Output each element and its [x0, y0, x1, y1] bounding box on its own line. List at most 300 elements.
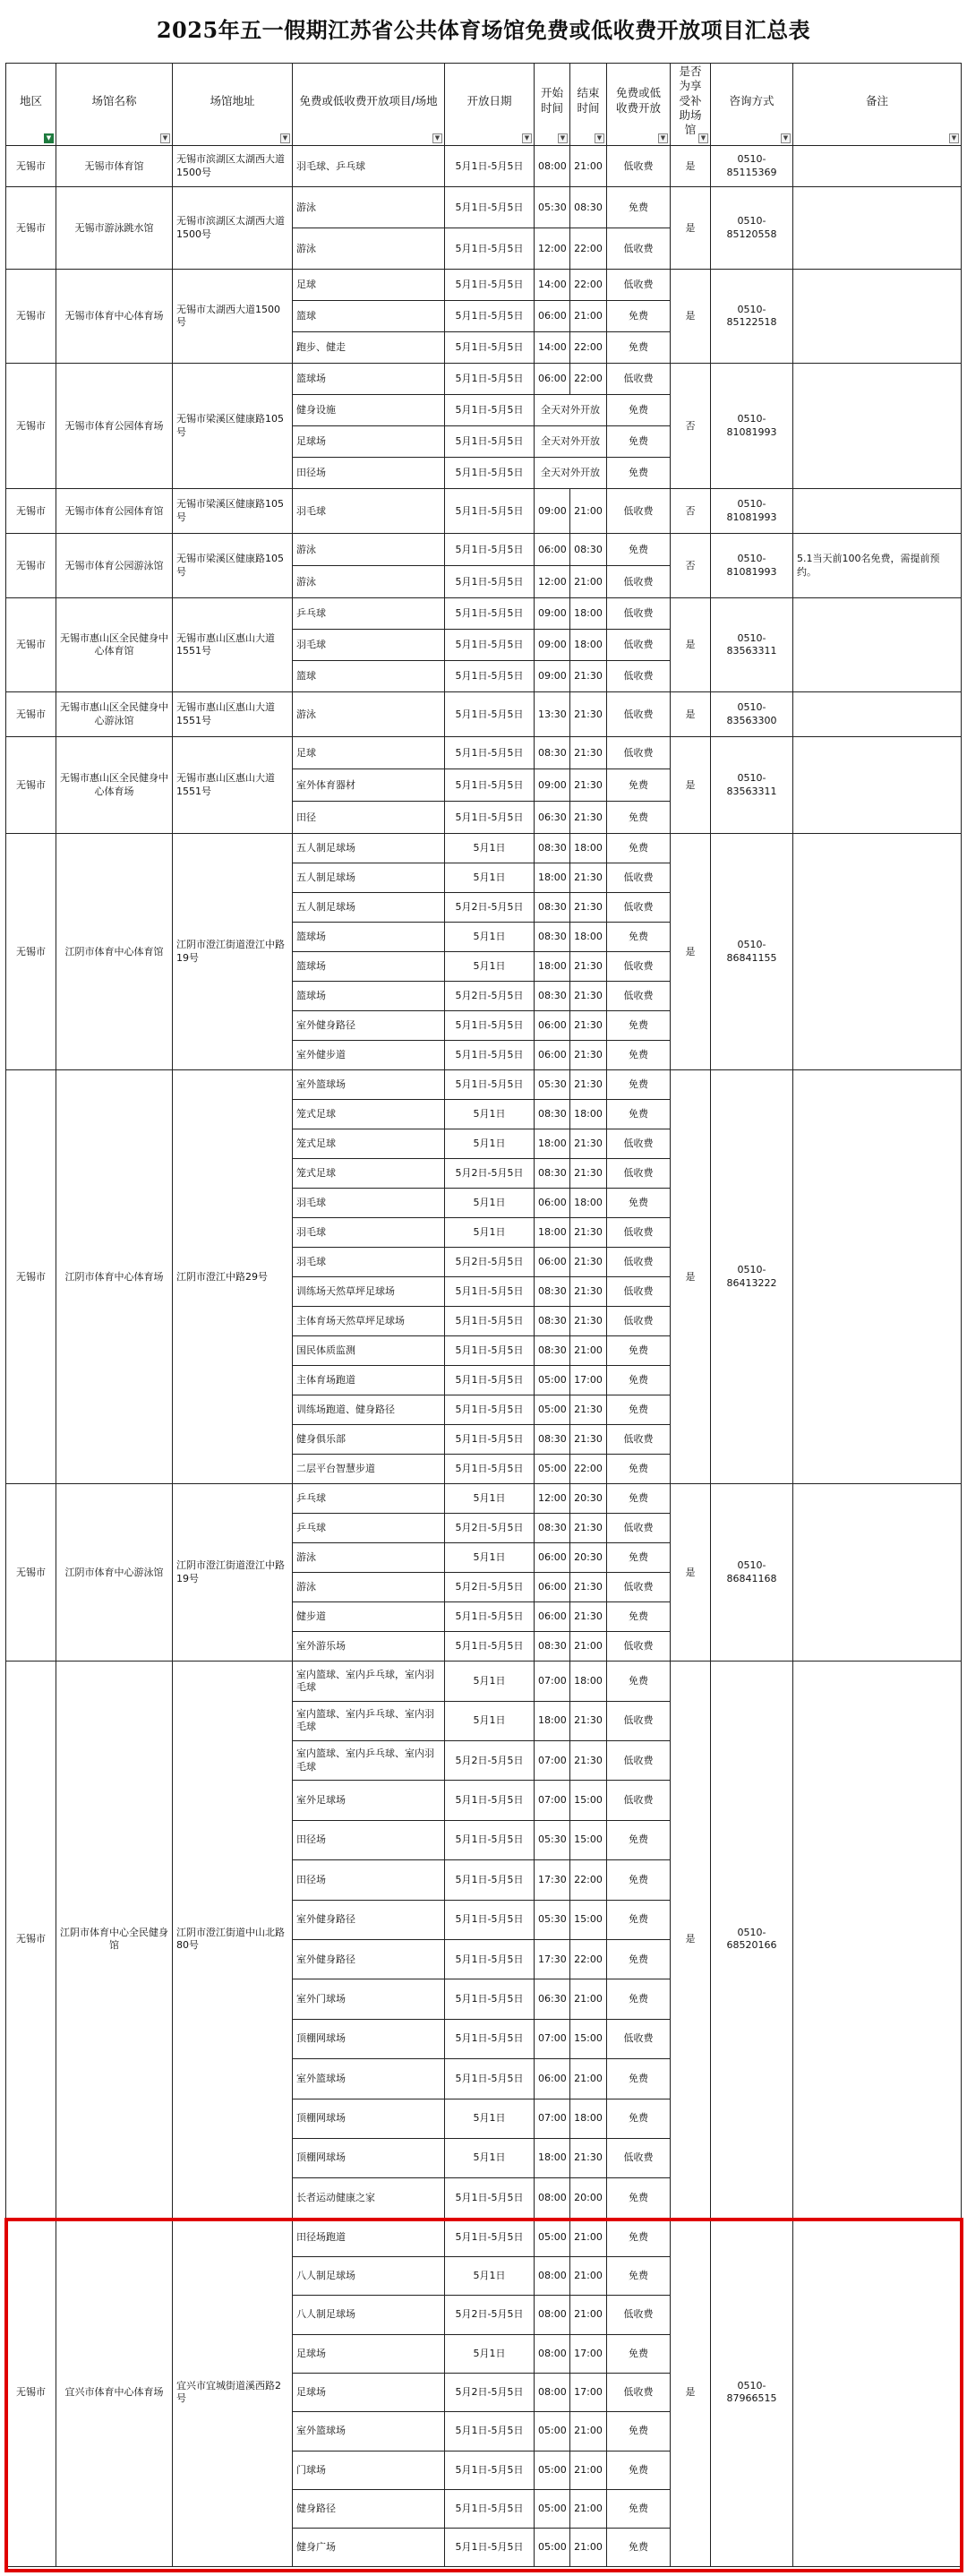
start-time-cell: 08:30: [535, 1336, 570, 1366]
project-cell: 足球场: [293, 426, 445, 458]
end-time-cell: 21:00: [570, 301, 607, 332]
start-time-cell: 08:30: [535, 1100, 570, 1129]
region-cell: 无锡市: [6, 737, 56, 834]
fee-cell: 低收费: [607, 1218, 671, 1248]
phone-cell: 0510-85120558: [711, 187, 793, 270]
address-cell: 江阴市澄江街道澄江中路19号: [173, 1484, 293, 1662]
fee-cell: 低收费: [607, 598, 671, 630]
fee-cell: 低收费: [607, 146, 671, 187]
end-time-cell: 21:00: [570, 2257, 607, 2296]
project-cell: 室内篮球、室内乒乓球、室内羽毛球: [293, 1741, 445, 1781]
subsidy-cell: 是: [671, 2218, 711, 2567]
address-cell: 无锡市梁溪区健康路105号: [173, 364, 293, 489]
project-cell: 室外门球场: [293, 1979, 445, 2019]
venue-name-cell: 无锡市体育公园体育馆: [56, 489, 173, 534]
end-time-cell: 22:00: [570, 1455, 607, 1484]
date-cell: 5月1日-5月5日: [445, 1781, 535, 1820]
project-cell: 八人制足球场: [293, 2296, 445, 2334]
region-cell: 无锡市: [6, 2218, 56, 2567]
date-cell: 5月1日-5月5日: [445, 489, 535, 534]
fee-cell: 免费: [607, 2489, 671, 2528]
end-time-cell: 18:00: [570, 598, 607, 630]
date-cell: 5月1日: [445, 2257, 535, 2296]
fee-cell: 低收费: [607, 2296, 671, 2334]
start-time-cell: 08:30: [535, 1514, 570, 1543]
subsidy-cell: 是: [671, 1070, 711, 1484]
filter-icon[interactable]: ▼: [44, 133, 54, 143]
fee-cell: 免费: [607, 2412, 671, 2451]
venue-name-cell: 无锡市惠山区全民健身中心游泳馆: [56, 692, 173, 737]
project-cell: 游泳: [293, 187, 445, 228]
start-time-cell: 07:00: [535, 1741, 570, 1781]
date-cell: 5月1日-5月5日: [445, 1602, 535, 1632]
end-time-cell: 21:30: [570, 692, 607, 737]
dropdown-icon[interactable]: ▼: [558, 133, 568, 143]
start-time-cell: 05:00: [535, 2412, 570, 2451]
project-cell: 顶棚网球场: [293, 2099, 445, 2138]
fee-cell: 低收费: [607, 566, 671, 598]
project-cell: 主体育场跑道: [293, 1366, 445, 1395]
date-cell: 5月1日-5月5日: [445, 2059, 535, 2099]
fee-cell: 免费: [607, 1860, 671, 1900]
start-time-cell: 08:00: [535, 2178, 570, 2218]
start-time-cell: 06:00: [535, 1573, 570, 1602]
date-cell: 5月1日-5月5日: [445, 1041, 535, 1070]
end-time-cell: 21:00: [570, 2059, 607, 2099]
date-cell: 5月1日-5月5日: [445, 2451, 535, 2489]
start-time-cell: 09:00: [535, 489, 570, 534]
start-time-cell: 12:00: [535, 566, 570, 598]
subsidy-cell: 否: [671, 489, 711, 534]
table-row: [6, 1070, 962, 1100]
fee-cell: 免费: [607, 2451, 671, 2489]
project-cell: 健身俱乐部: [293, 1425, 445, 1455]
date-cell: 5月1日-5月5日: [445, 598, 535, 630]
date-cell: 5月1日-5月5日: [445, 228, 535, 270]
project-cell: 主体育场天然草坪足球场: [293, 1307, 445, 1336]
fee-cell: 低收费: [607, 952, 671, 982]
fee-cell: 免费: [607, 1979, 671, 2019]
start-time-cell: 08:00: [535, 2296, 570, 2334]
table-row: [6, 187, 962, 228]
start-time-cell: 08:00: [535, 146, 570, 187]
project-cell: 门球场: [293, 2451, 445, 2489]
project-cell: 训练场跑道、健身路径: [293, 1395, 445, 1425]
start-time-cell: 06:30: [535, 802, 570, 834]
start-time-cell: 08:00: [535, 2334, 570, 2373]
fee-cell: 低收费: [607, 270, 671, 301]
fee-cell: 免费: [607, 395, 671, 426]
subsidy-cell: 是: [671, 598, 711, 692]
fee-cell: 低收费: [607, 982, 671, 1011]
date-cell: 5月1日: [445, 1189, 535, 1218]
document-title: 2025年五一假期江苏省公共体育场馆免费或低收费开放项目汇总表: [156, 17, 811, 43]
table-row: [6, 598, 962, 630]
fee-cell: 免费: [607, 1900, 671, 1939]
phone-cell: 0510-68520166: [711, 1662, 793, 2218]
table-row: [6, 692, 962, 737]
project-cell: 顶棚网球场: [293, 2138, 445, 2177]
phone-cell: 0510-81081993: [711, 489, 793, 534]
region-cell: 无锡市: [6, 187, 56, 270]
project-cell: 健身设施: [293, 395, 445, 426]
project-cell: 羽毛球: [293, 489, 445, 534]
note-cell: [793, 1484, 962, 1662]
region-cell: 无锡市: [6, 1662, 56, 2218]
fee-cell: 低收费: [607, 1781, 671, 1820]
start-time-cell: 05:00: [535, 1455, 570, 1484]
start-time-cell: 06:00: [535, 1602, 570, 1632]
fee-cell: 低收费: [607, 2138, 671, 2177]
fee-cell: 低收费: [607, 1425, 671, 1455]
start-time-cell: 05:30: [535, 1820, 570, 1859]
venue-name-cell: 无锡市体育中心体育场: [56, 270, 173, 364]
project-cell: 室外足球场: [293, 1781, 445, 1820]
end-time-cell: 20:30: [570, 1543, 607, 1573]
end-time-cell: 21:00: [570, 2451, 607, 2489]
date-cell: 5月1日: [445, 1543, 535, 1573]
start-time-cell: 07:00: [535, 2099, 570, 2138]
start-time-cell: 08:00: [535, 2257, 570, 2296]
phone-cell: 0510-86841155: [711, 834, 793, 1070]
end-time-cell: 20:30: [570, 1484, 607, 1514]
dropdown-icon[interactable]: ▼: [432, 133, 442, 143]
start-time-cell: 06:00: [535, 534, 570, 566]
start-time-cell: 18:00: [535, 1701, 570, 1740]
project-cell: 羽毛球: [293, 1248, 445, 1277]
fee-cell: 免费: [607, 1939, 671, 1979]
date-cell: 5月1日-5月5日: [445, 566, 535, 598]
fee-cell: 低收费: [607, 489, 671, 534]
project-cell: 游泳: [293, 1543, 445, 1573]
end-time-cell: 17:00: [570, 1366, 607, 1395]
project-cell: 篮球: [293, 301, 445, 332]
start-time-cell: 18:00: [535, 863, 570, 893]
fee-cell: 低收费: [607, 863, 671, 893]
fee-cell: 免费: [607, 2059, 671, 2099]
table-row: [6, 737, 962, 769]
end-time-cell: 21:30: [570, 1129, 607, 1159]
project-cell: 乒乓球: [293, 598, 445, 630]
venue-name-cell: 宜兴市体育中心体育场: [56, 2218, 173, 2567]
start-time-cell: 18:00: [535, 952, 570, 982]
project-cell: 室内篮球、室内乒乓球、室内羽毛球: [293, 1701, 445, 1740]
end-time-cell: 21:30: [570, 952, 607, 982]
end-time-cell: 22:00: [570, 364, 607, 395]
project-cell: 笼式足球: [293, 1100, 445, 1129]
date-cell: 5月1日-5月5日: [445, 2019, 535, 2058]
header-note: 备注 ▼: [793, 64, 962, 146]
table-row: [6, 1662, 962, 1701]
start-time-cell: 06:00: [535, 1543, 570, 1573]
phone-cell: 0510-83563311: [711, 737, 793, 834]
date-cell: 5月1日: [445, 1100, 535, 1129]
fee-cell: 免费: [607, 1484, 671, 1514]
fee-cell: 低收费: [607, 1129, 671, 1159]
fee-cell: 免费: [607, 769, 671, 802]
start-time-cell: 08:30: [535, 1307, 570, 1336]
note-cell: [793, 692, 962, 737]
venue-name-cell: 无锡市惠山区全民健身中心体育场: [56, 737, 173, 834]
date-cell: 5月2日-5月5日: [445, 2296, 535, 2334]
note-cell: [793, 364, 962, 489]
end-time-cell: 21:30: [570, 1218, 607, 1248]
end-time-cell: 08:30: [570, 534, 607, 566]
project-cell: 足球: [293, 737, 445, 769]
project-cell: 室外体育器材: [293, 769, 445, 802]
venue-name-cell: 江阴市体育中心全民健身馆: [56, 1662, 173, 2218]
region-cell: 无锡市: [6, 534, 56, 598]
header-subsidy: 是否为享受补助场馆 ▼: [671, 64, 711, 146]
start-time-cell: 06:00: [535, 301, 570, 332]
project-cell: 八人制足球场: [293, 2257, 445, 2296]
fee-cell: 免费: [607, 1662, 671, 1701]
start-time-cell: 18:00: [535, 1129, 570, 1159]
header-phone: 咨询方式 ▼: [711, 64, 793, 146]
start-time-cell: 08:30: [535, 893, 570, 923]
end-time-cell: 21:30: [570, 661, 607, 692]
date-cell: 5月1日-5月5日: [445, 1011, 535, 1041]
end-time-cell: 21:00: [570, 2296, 607, 2334]
project-cell: 室外健身路径: [293, 1011, 445, 1041]
end-time-cell: 22:00: [570, 1860, 607, 1900]
phone-cell: 0510-85122518: [711, 270, 793, 364]
end-time-cell: 22:00: [570, 332, 607, 364]
date-cell: 5月1日: [445, 834, 535, 863]
fee-cell: 低收费: [607, 1248, 671, 1277]
subsidy-cell: 是: [671, 146, 711, 187]
start-time-cell: 05:00: [535, 2218, 570, 2256]
end-time-cell: 21:30: [570, 802, 607, 834]
date-cell: 5月1日-5月5日: [445, 630, 535, 661]
date-cell: 5月1日-5月5日: [445, 426, 535, 458]
table-row: [6, 364, 962, 395]
date-cell: 5月1日-5月5日: [445, 301, 535, 332]
date-cell: 5月1日: [445, 1662, 535, 1701]
fee-cell: 免费: [607, 1820, 671, 1859]
start-time-cell: 05:30: [535, 187, 570, 228]
address-cell: 江阴市澄江中路29号: [173, 1070, 293, 1484]
fee-cell: 免费: [607, 834, 671, 863]
fee-cell: 低收费: [607, 1573, 671, 1602]
project-cell: 田径场跑道: [293, 2218, 445, 2256]
date-cell: 5月1日-5月5日: [445, 802, 535, 834]
date-cell: 5月1日-5月5日: [445, 1070, 535, 1100]
header-project: 免费或低收费开放项目/场地 ▼: [293, 64, 445, 146]
fee-cell: 免费: [607, 2218, 671, 2256]
project-cell: 羽毛球、乒乓球: [293, 146, 445, 187]
fee-cell: 免费: [607, 534, 671, 566]
phone-cell: 0510-83563300: [711, 692, 793, 737]
phone-cell: 0510-81081993: [711, 534, 793, 598]
fee-cell: 免费: [607, 1011, 671, 1041]
date-cell: 5月1日-5月5日: [445, 1366, 535, 1395]
end-time-cell: 21:00: [570, 2218, 607, 2256]
note-cell: [793, 146, 962, 187]
venue-name-cell: 无锡市体育公园体育场: [56, 364, 173, 489]
address-cell: 无锡市惠山区惠山大道1551号: [173, 692, 293, 737]
end-time-cell: 21:00: [570, 1336, 607, 1366]
project-cell: 篮球场: [293, 923, 445, 952]
fee-cell: 免费: [607, 2334, 671, 2373]
project-cell: 篮球: [293, 661, 445, 692]
project-cell: 篮球场: [293, 364, 445, 395]
start-time-cell: 09:00: [535, 769, 570, 802]
project-cell: 五人制足球场: [293, 863, 445, 893]
start-time-cell: 05:30: [535, 1900, 570, 1939]
project-cell: 室外健步道: [293, 1041, 445, 1070]
note-cell: 5.1当天前100名免费，需提前预约。: [793, 534, 962, 598]
dropdown-icon[interactable]: ▼: [658, 133, 668, 143]
note-cell: [793, 834, 962, 1070]
fee-cell: 低收费: [607, 1701, 671, 1740]
project-cell: 篮球场: [293, 982, 445, 1011]
project-cell: 跑步、健走: [293, 332, 445, 364]
fee-cell: 低收费: [607, 1307, 671, 1336]
project-cell: 健步道: [293, 1602, 445, 1632]
region-cell: 无锡市: [6, 489, 56, 534]
date-cell: 5月2日-5月5日: [445, 982, 535, 1011]
end-time-cell: 21:30: [570, 1741, 607, 1781]
date-cell: 5月1日: [445, 863, 535, 893]
project-cell: 田径场: [293, 1820, 445, 1859]
date-cell: 5月2日-5月5日: [445, 1514, 535, 1543]
table-row: [6, 1484, 962, 1514]
address-cell: 无锡市梁溪区健康路105号: [173, 489, 293, 534]
fee-cell: 低收费: [607, 364, 671, 395]
end-time-cell: 21:30: [570, 2138, 607, 2177]
project-cell: 田径场: [293, 458, 445, 489]
date-cell: 5月1日-5月5日: [445, 2489, 535, 2528]
date-cell: 5月1日-5月5日: [445, 1979, 535, 2019]
fee-cell: 免费: [607, 2257, 671, 2296]
subsidy-cell: 是: [671, 692, 711, 737]
project-cell: 羽毛球: [293, 630, 445, 661]
date-cell: 5月1日-5月5日: [445, 737, 535, 769]
time-cell: 全天对外开放: [535, 458, 607, 489]
dropdown-icon[interactable]: ▼: [698, 133, 708, 143]
start-time-cell: 05:00: [535, 2489, 570, 2528]
end-time-cell: 21:30: [570, 1277, 607, 1307]
start-time-cell: 06:00: [535, 1011, 570, 1041]
date-cell: 5月1日-5月5日: [445, 2412, 535, 2451]
end-time-cell: 21:30: [570, 1514, 607, 1543]
date-cell: 5月1日-5月5日: [445, 1900, 535, 1939]
end-time-cell: 08:30: [570, 187, 607, 228]
fee-cell: 免费: [607, 1366, 671, 1395]
end-time-cell: 21:00: [570, 146, 607, 187]
start-time-cell: 12:00: [535, 1484, 570, 1514]
phone-cell: 0510-85115369: [711, 146, 793, 187]
fee-cell: 低收费: [607, 1514, 671, 1543]
fee-cell: 免费: [607, 1336, 671, 1366]
project-cell: 足球: [293, 270, 445, 301]
date-cell: 5月1日: [445, 1218, 535, 1248]
table-row: [6, 146, 962, 187]
region-cell: 无锡市: [6, 1484, 56, 1662]
date-cell: 5月1日-5月5日: [445, 1860, 535, 1900]
project-cell: 室外健身路径: [293, 1939, 445, 1979]
venue-name-cell: 江阴市体育中心体育馆: [56, 834, 173, 1070]
end-time-cell: 17:00: [570, 2373, 607, 2411]
fee-cell: 免费: [607, 1189, 671, 1218]
end-time-cell: 21:30: [570, 769, 607, 802]
subsidy-cell: 是: [671, 1484, 711, 1662]
fee-cell: 低收费: [607, 661, 671, 692]
end-time-cell: 21:30: [570, 737, 607, 769]
dropdown-icon[interactable]: ▼: [781, 133, 791, 143]
dropdown-icon[interactable]: ▼: [522, 133, 532, 143]
end-time-cell: 21:30: [570, 1159, 607, 1189]
venue-name-cell: 江阴市体育中心体育场: [56, 1070, 173, 1484]
start-time-cell: 09:00: [535, 661, 570, 692]
fee-cell: 低收费: [607, 1159, 671, 1189]
date-cell: 5月1日-5月5日: [445, 1395, 535, 1425]
project-cell: 健身广场: [293, 2529, 445, 2567]
fee-cell: 免费: [607, 1070, 671, 1100]
address-cell: 无锡市滨湖区太湖西大道1500号: [173, 187, 293, 270]
project-cell: 室内篮球、室内乒乓球，室内羽毛球: [293, 1662, 445, 1701]
dropdown-icon[interactable]: ▼: [949, 133, 959, 143]
start-time-cell: 06:00: [535, 2059, 570, 2099]
phone-cell: 0510-81081993: [711, 364, 793, 489]
venue-name-cell: 无锡市体育馆: [56, 146, 173, 187]
date-cell: 5月1日-5月5日: [445, 364, 535, 395]
dropdown-icon[interactable]: ▼: [160, 133, 170, 143]
fee-cell: 免费: [607, 923, 671, 952]
header-start: 开始时间 ▼: [535, 64, 570, 146]
fee-cell: 免费: [607, 1395, 671, 1425]
table-row: [6, 834, 962, 863]
end-time-cell: 21:00: [570, 566, 607, 598]
time-cell: 全天对外开放: [535, 426, 607, 458]
project-cell: 国民体质监测: [293, 1336, 445, 1366]
venue-name-cell: 江阴市体育中心游泳馆: [56, 1484, 173, 1662]
table-row: [6, 270, 962, 301]
date-cell: 5月1日: [445, 2334, 535, 2373]
dropdown-icon[interactable]: ▼: [595, 133, 604, 143]
date-cell: 5月2日-5月5日: [445, 2373, 535, 2411]
start-time-cell: 08:30: [535, 923, 570, 952]
header-address: 场馆地址 ▼: [173, 64, 293, 146]
phone-cell: 0510-86413222: [711, 1070, 793, 1484]
date-cell: 5月1日-5月5日: [445, 1425, 535, 1455]
date-cell: 5月2日-5月5日: [445, 1248, 535, 1277]
address-cell: 江阴市澄江街道澄江中路19号: [173, 834, 293, 1070]
project-cell: 足球场: [293, 2334, 445, 2373]
start-time-cell: 05:00: [535, 2529, 570, 2567]
fee-cell: 低收费: [607, 2373, 671, 2411]
date-cell: 5月1日: [445, 1129, 535, 1159]
project-cell: 足球场: [293, 2373, 445, 2411]
date-cell: 5月1日-5月5日: [445, 395, 535, 426]
header-fee: 免费或低收费开放 ▼: [607, 64, 671, 146]
end-time-cell: 21:30: [570, 863, 607, 893]
date-cell: 5月1日-5月5日: [445, 1455, 535, 1484]
start-time-cell: 07:00: [535, 1662, 570, 1701]
end-time-cell: 20:00: [570, 2178, 607, 2218]
table-row: [6, 534, 962, 566]
address-cell: 无锡市太湖西大道1500号: [173, 270, 293, 364]
dropdown-icon[interactable]: ▼: [280, 133, 290, 143]
note-cell: [793, 1070, 962, 1484]
start-time-cell: 08:30: [535, 1159, 570, 1189]
end-time-cell: 21:30: [570, 1070, 607, 1100]
date-cell: 5月1日-5月5日: [445, 2218, 535, 2256]
address-cell: 无锡市惠山区惠山大道1551号: [173, 737, 293, 834]
end-time-cell: 21:30: [570, 1307, 607, 1336]
date-cell: 5月1日-5月5日: [445, 692, 535, 737]
